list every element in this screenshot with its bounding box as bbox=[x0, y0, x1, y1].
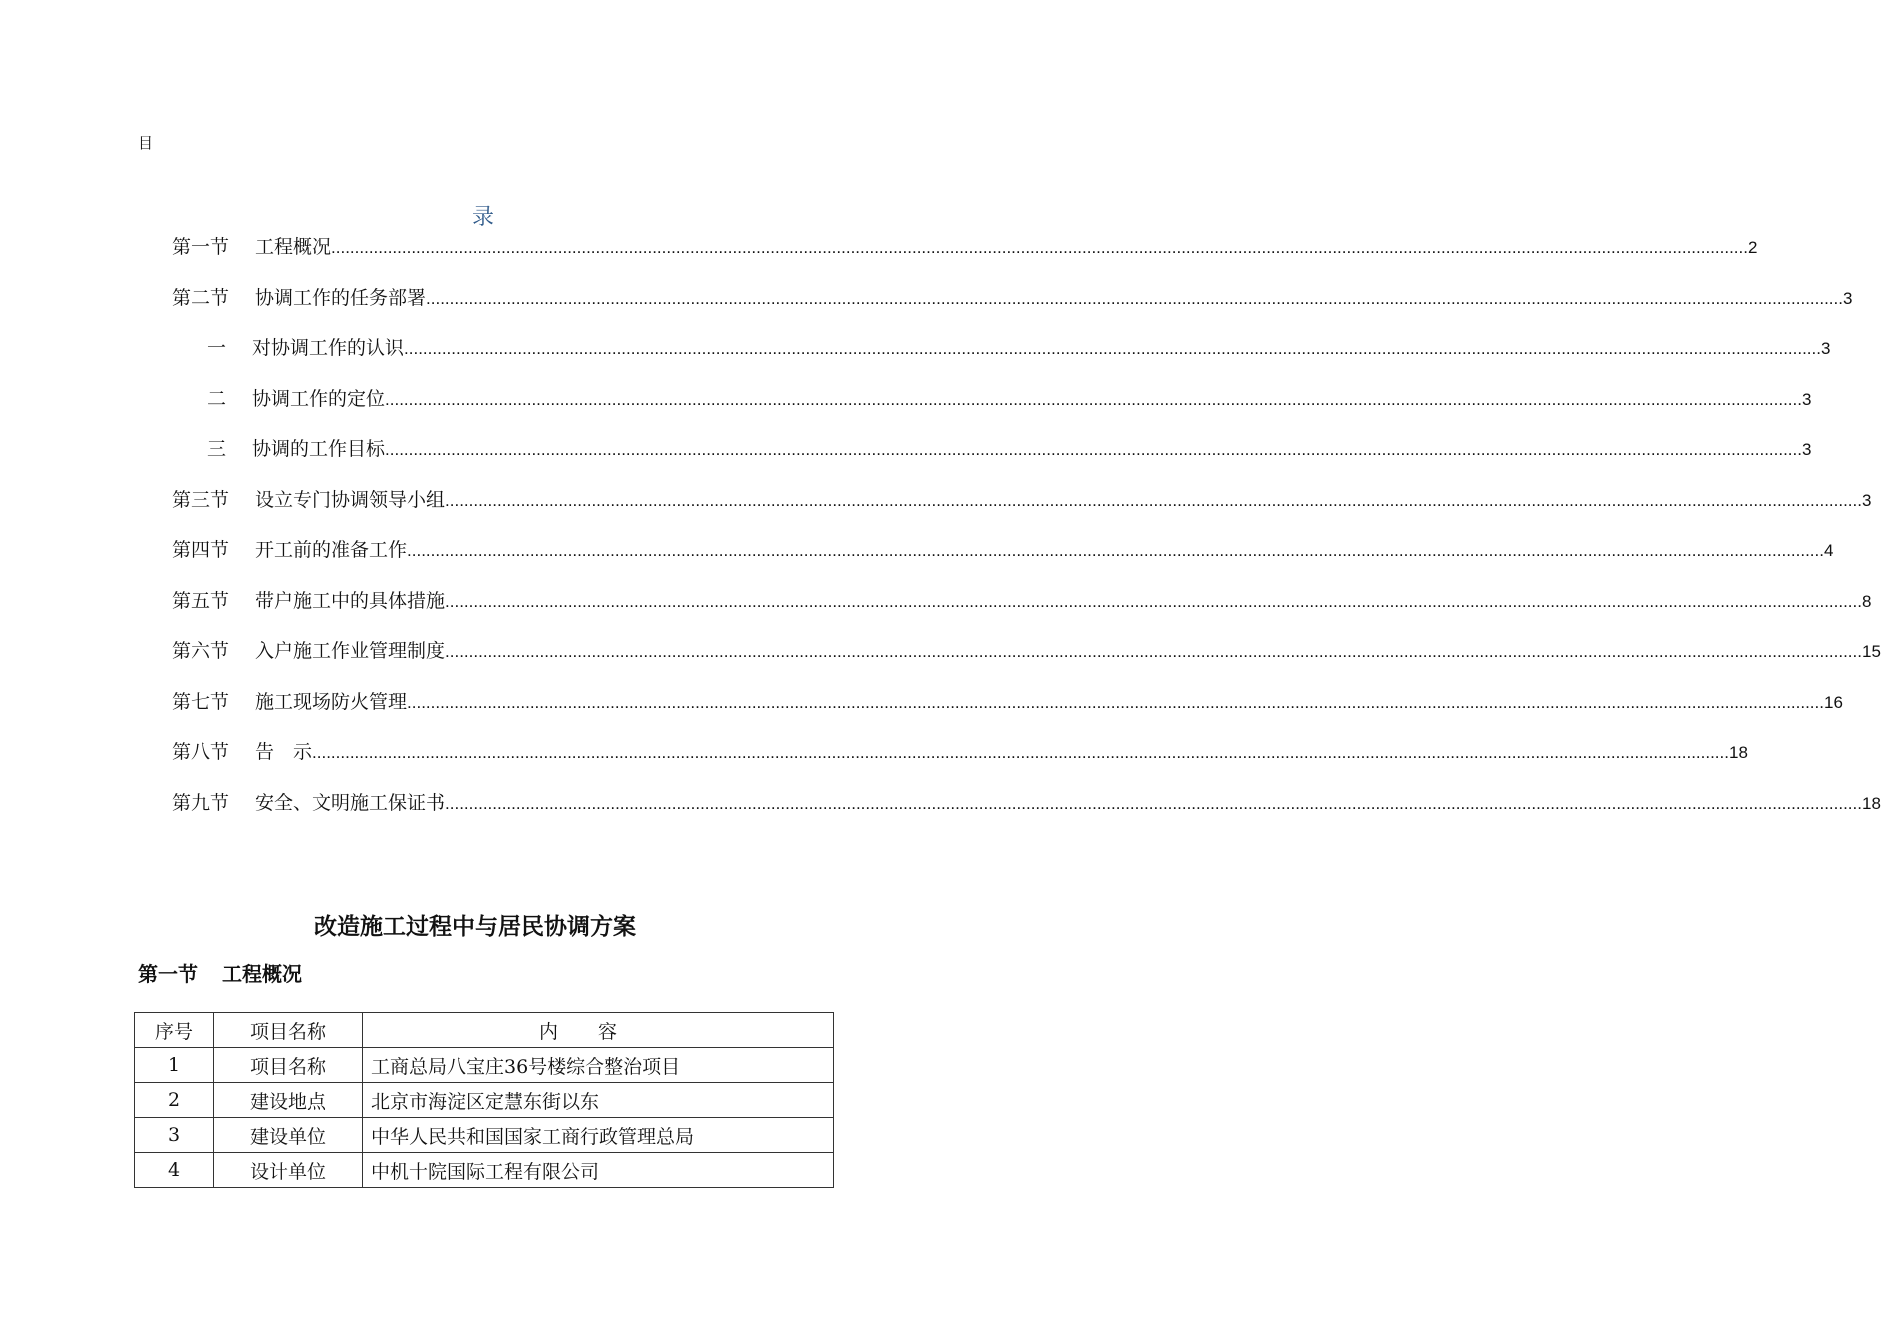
toc-page-number: 4 bbox=[1823, 541, 1834, 560]
toc-entry-title: 安全、文明施工保证书 bbox=[255, 791, 446, 814]
table-row bbox=[135, 1153, 834, 1188]
section-title: 工程概况 bbox=[222, 962, 302, 986]
toc-leader-dots: ............................................................................................................................................................................................................................................................................................................ bbox=[407, 541, 1824, 560]
toc-entry-number: 第四节 bbox=[172, 539, 230, 561]
header-cell-index: 序号 bbox=[135, 1013, 214, 1048]
toc-entry-title: 施工现场防火管理 bbox=[255, 690, 408, 713]
section-number: 第一节 bbox=[138, 962, 198, 986]
toc-entry-title: 入户施工作业管理制度 bbox=[255, 640, 446, 662]
toc-entry-number: 第二节 bbox=[172, 286, 230, 309]
toc-entry-number: 二 bbox=[207, 387, 227, 410]
document-title: 改造施工过程中与居民协调方案 bbox=[314, 913, 636, 940]
toc-leader-dots: ............................................................................................................................................................................................................................................................................................................ bbox=[312, 743, 1729, 762]
toc-leader-dots: ............................................................................................................................................................................................................................................................................................................ bbox=[385, 440, 1802, 459]
toc-entry-number: 第五节 bbox=[172, 589, 230, 612]
toc-leader-dots: ............................................................................................................................................................................................................................................................................................................ bbox=[445, 490, 1862, 510]
table-header-row bbox=[135, 1013, 834, 1048]
toc-entry-title: 开工前的准备工作 bbox=[255, 539, 408, 561]
toc-entry[interactable] bbox=[207, 434, 1812, 462]
table-row bbox=[135, 1118, 834, 1153]
toc-entry-number: 三 bbox=[207, 438, 227, 460]
toc-entry[interactable] bbox=[172, 636, 1881, 664]
toc-page-number: 8 bbox=[1861, 591, 1872, 611]
toc-leader-dots: ............................................................................................................................................................................................................................................................................................................ bbox=[385, 389, 1802, 409]
cell-content: 中华人民共和国国家工商行政管理总局 bbox=[363, 1118, 834, 1153]
toc-entry-number: 第八节 bbox=[172, 741, 230, 763]
header-cell-name: 项目名称 bbox=[214, 1013, 363, 1048]
toc-entry-number: 第一节 bbox=[172, 236, 230, 258]
toc-entry-number: 第九节 bbox=[172, 791, 230, 814]
table-row bbox=[135, 1083, 834, 1118]
toc-page-number: 18 bbox=[1728, 743, 1748, 762]
section-heading bbox=[138, 958, 302, 987]
toc-page-number: 15 bbox=[1861, 642, 1881, 661]
toc-page-number: 18 bbox=[1861, 793, 1881, 813]
toc-leader-dots: ............................................................................................................................................................................................................................................................................................................ bbox=[331, 238, 1748, 257]
toc-leader-dots: ............................................................................................................................................................................................................................................................................................................ bbox=[445, 642, 1862, 661]
toc-entry[interactable] bbox=[207, 333, 1831, 361]
toc-page-number: 16 bbox=[1823, 692, 1843, 712]
toc-page-number: 3 bbox=[1861, 490, 1872, 510]
toc-page-number: 2 bbox=[1747, 238, 1758, 257]
toc-leader-dots: ............................................................................................................................................................................................................................................................................................................ bbox=[445, 793, 1862, 813]
toc-entry[interactable] bbox=[172, 485, 1872, 513]
toc-entry-title: 协调的工作目标 bbox=[252, 438, 386, 460]
toc-entry-title: 协调工作的任务部署 bbox=[255, 286, 427, 309]
toc-entry-title: 告 示 bbox=[255, 741, 313, 763]
toc-heading-part2: 录 bbox=[472, 205, 495, 230]
toc-entry-number: 第三节 bbox=[172, 488, 230, 511]
toc-entry[interactable] bbox=[172, 586, 1872, 614]
toc-page-number: 3 bbox=[1801, 440, 1812, 459]
toc-entry[interactable] bbox=[207, 384, 1812, 412]
toc-entry-title: 设立专门协调领导小组 bbox=[255, 488, 446, 511]
toc-page-number: 3 bbox=[1820, 339, 1831, 358]
toc-entry[interactable] bbox=[172, 788, 1881, 816]
cell-content: 北京市海淀区定慧东街以东 bbox=[363, 1083, 834, 1118]
toc-leader-dots: ............................................................................................................................................................................................................................................................................................................ bbox=[426, 288, 1843, 308]
cell-content: 中机十院国际工程有限公司 bbox=[363, 1153, 834, 1188]
cell-content: 工商总局八宝庄36号楼综合整治项目 bbox=[363, 1048, 834, 1083]
toc-entry[interactable] bbox=[172, 535, 1834, 563]
toc-entry[interactable] bbox=[172, 232, 1758, 260]
toc-page-number: 3 bbox=[1801, 389, 1812, 409]
project-info-table bbox=[134, 1012, 834, 1188]
cell-index: 4 bbox=[135, 1153, 214, 1188]
toc-entry-number: 第七节 bbox=[172, 690, 230, 713]
cell-index: 2 bbox=[135, 1083, 214, 1118]
toc-page-number: 3 bbox=[1842, 288, 1853, 308]
toc-entry-number: 第六节 bbox=[172, 640, 230, 662]
toc-entry-title: 协调工作的定位 bbox=[252, 387, 386, 410]
toc-entry[interactable] bbox=[172, 737, 1748, 765]
table-row bbox=[135, 1048, 834, 1083]
toc-entry[interactable] bbox=[172, 283, 1853, 311]
cell-name: 建设地点 bbox=[214, 1083, 363, 1118]
toc-leader-dots: ............................................................................................................................................................................................................................................................................................................ bbox=[404, 339, 1821, 358]
cell-name: 设计单位 bbox=[214, 1153, 363, 1188]
toc-leader-dots: ............................................................................................................................................................................................................................................................................................................ bbox=[445, 591, 1862, 611]
toc-entry-title: 工程概况 bbox=[255, 236, 332, 258]
toc-entry-title: 对协调工作的认识 bbox=[252, 337, 405, 359]
cell-index: 3 bbox=[135, 1118, 214, 1153]
toc-heading-part1: 目 bbox=[138, 134, 154, 152]
toc-entry-number: 一 bbox=[207, 337, 227, 359]
cell-index: 1 bbox=[135, 1048, 214, 1083]
toc-leader-dots: ............................................................................................................................................................................................................................................................................................................ bbox=[407, 692, 1824, 712]
header-cell-content: 内容 bbox=[363, 1013, 834, 1048]
toc-entry-title: 带户施工中的具体措施 bbox=[255, 589, 446, 612]
cell-name: 建设单位 bbox=[214, 1118, 363, 1153]
toc-entry[interactable] bbox=[172, 687, 1843, 715]
cell-name: 项目名称 bbox=[214, 1048, 363, 1083]
